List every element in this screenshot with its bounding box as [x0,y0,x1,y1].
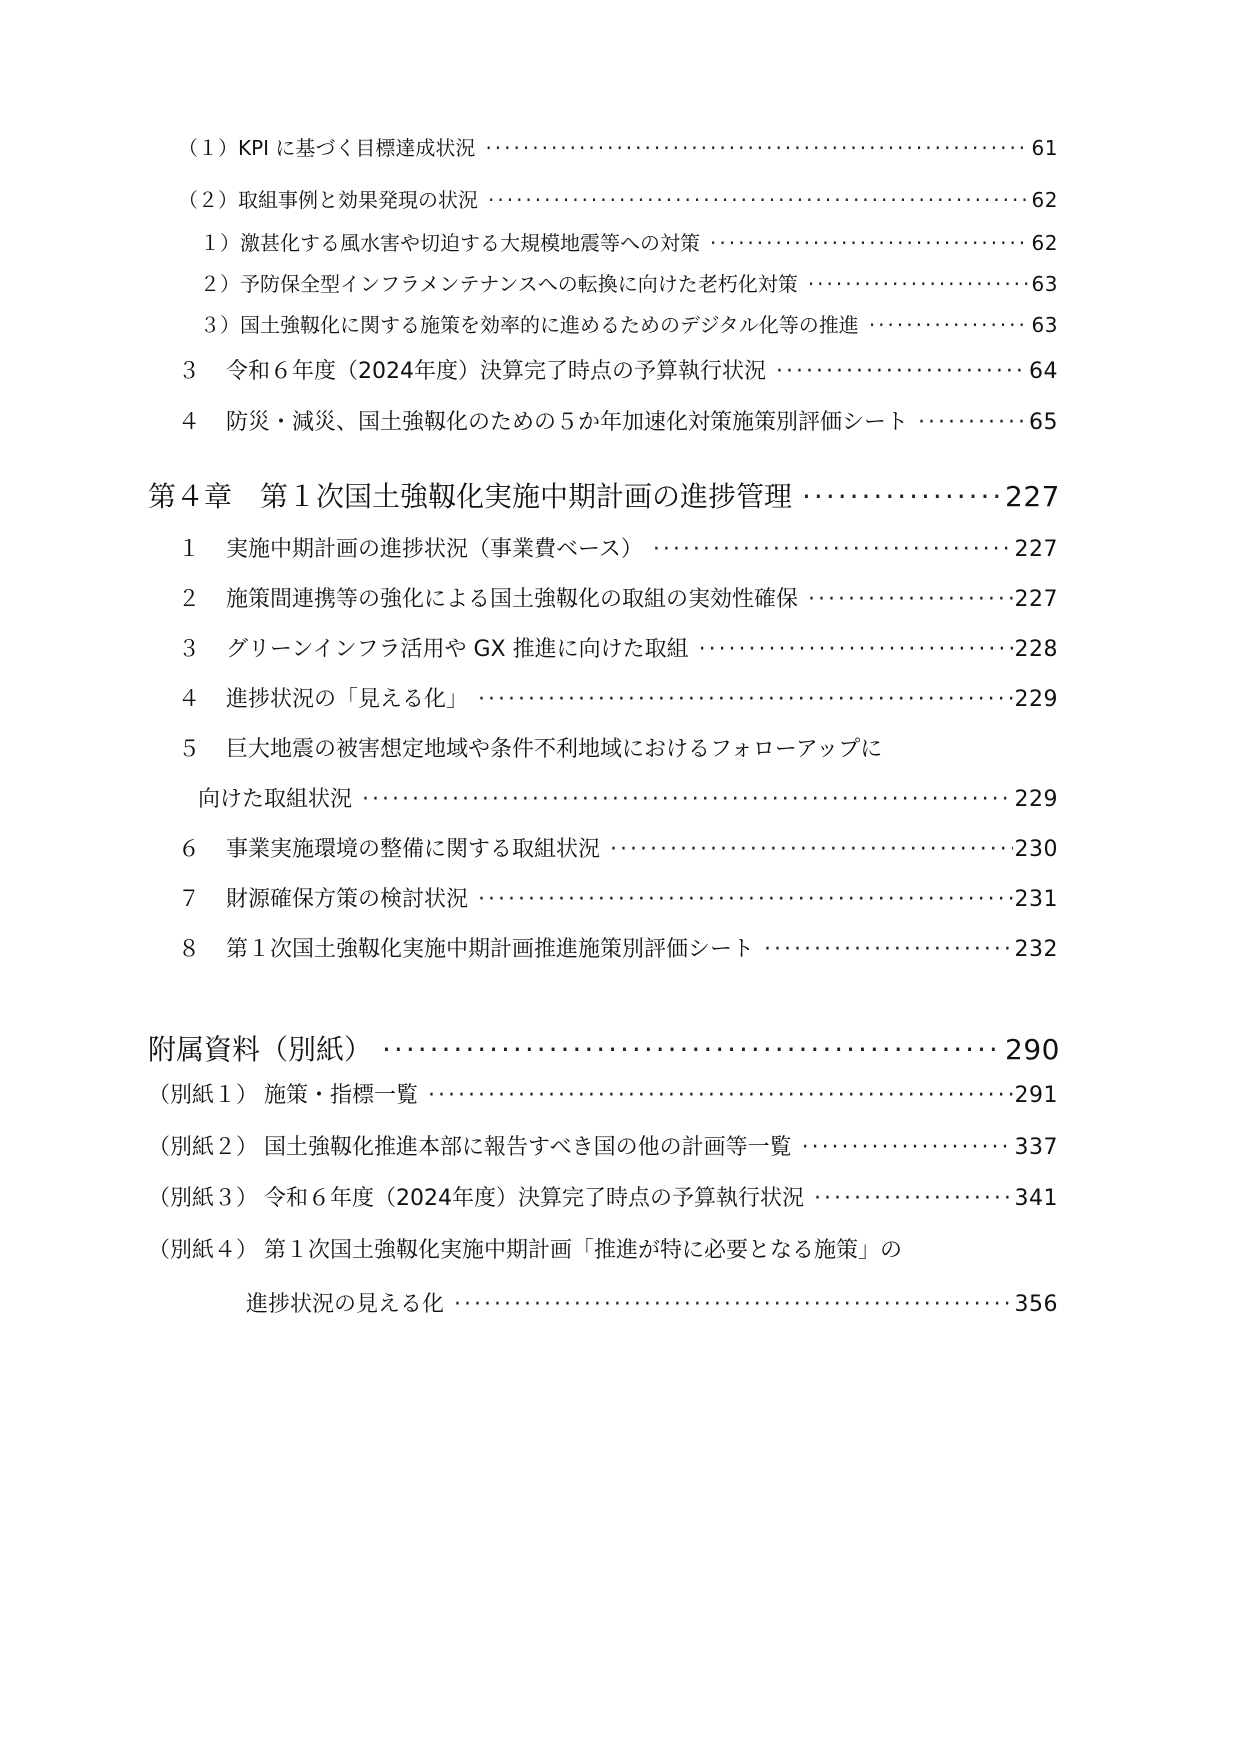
toc-dot-leader [764,937,1012,963]
toc-dot-leader [814,1186,1012,1212]
toc-dot-leader [454,1292,1012,1318]
toc-page-number: 227 [1014,537,1058,562]
toc-entry-number: １） [200,231,240,255]
toc-entry-ch4-5-cont[interactable] [198,787,1058,813]
toc-entry-title: 第１次国土強靱化実施中期計画推進施策別評価シート [226,937,755,962]
toc-page-number: 229 [1014,787,1058,812]
toc-dot-leader [382,1033,1003,1067]
toc-entry-number: ３ [178,637,201,662]
toc-appendix-2[interactable] [148,1135,1058,1161]
toc-page-number: 356 [1014,1292,1058,1317]
toc-entry-number: １ [178,537,201,562]
toc-page-number: 232 [1014,937,1058,962]
toc-chapter-4[interactable] [148,480,1060,514]
toc-page-number: 230 [1014,837,1058,862]
toc-page-number: 291 [1014,1083,1058,1108]
toc-page-number: 65 [1029,410,1058,435]
toc-dot-leader [478,887,1012,913]
toc-dot-leader [485,136,1029,160]
toc-entry-number: （別紙２） [148,1135,259,1160]
toc-page-number: 62 [1031,231,1058,255]
toc-entry-number: （別紙３） [148,1186,259,1211]
toc-dot-leader [653,537,1013,563]
toc-appendix-4[interactable] [148,1238,1058,1264]
toc-entry-title: 財源確保方策の検討状況 [226,887,469,912]
toc-page-number: 337 [1014,1135,1058,1160]
toc-dot-leader [869,313,1030,337]
toc-appendix[interactable] [148,1033,1060,1067]
toc-entry-title: 激甚化する風水害や切迫する大規模地震等への対策 [240,231,700,255]
toc-entry-title: 巨大地震の被害想定地域や条件不利地域におけるフォローアップに [226,737,883,762]
toc-entry-title: 進捗状況の「見える化」 [226,687,469,712]
toc-entry-sub-1[interactable] [200,231,1058,255]
toc-entry-number: （別紙１） [148,1083,259,1108]
toc-dot-leader [428,1083,1012,1109]
toc-appendix-4-cont[interactable] [246,1292,1058,1318]
toc-entry-kpi[interactable] [178,136,1058,160]
toc-dot-leader [802,1135,1013,1161]
toc-entry-number: ３） [200,313,240,337]
toc-page-number: 227 [1005,480,1060,513]
toc-entry-section-4-evaluation[interactable] [178,410,1058,436]
toc-entry-title: グリーンインフラ活用や GX 推進に向けた取組 [226,637,689,662]
toc-dot-leader [478,687,1012,713]
toc-entry-title: 向けた取組状況 [198,787,353,812]
toc-entry-ch4-4[interactable] [178,687,1058,713]
toc-entry-number: （別紙４） [148,1238,259,1263]
toc-entry-number: （１） [178,136,238,160]
toc-entry-ch4-2[interactable] [178,587,1058,613]
toc-entry-title: 防災・減災、国土強靱化のための５か年加速化対策施策別評価シート [226,410,909,435]
toc-page-number: 63 [1031,272,1058,296]
toc-entry-number: （２） [178,188,238,212]
toc-entry-title: 実施中期計画の進捗状況（事業費ベース） [226,537,643,562]
toc-entry-ch4-1[interactable] [178,537,1058,563]
toc-entry-title: 事業実施環境の整備に関する取組状況 [226,837,601,862]
toc-entry-title: 施策・指標一覧 [264,1083,419,1108]
toc-page-number: 290 [1005,1033,1060,1066]
toc-page-number: 228 [1014,637,1058,662]
toc-dot-leader [776,359,1027,385]
toc-entry-title: 国土強靱化推進本部に報告すべき国の他の計画等一覧 [264,1135,792,1160]
toc-dot-leader [362,787,1012,813]
toc-page-number: 61 [1031,136,1058,160]
toc-entry-ch4-5[interactable] [178,737,1058,763]
toc-entry-title: 施策間連携等の強化による国土強靱化の取組の実効性確保 [226,587,799,612]
toc-entry-ch4-3[interactable] [178,637,1058,663]
toc-entry-number: ４ [178,410,201,435]
toc-entry-title: 第１次国土強靱化実施中期計画「推進が特に必要となる施策」の [264,1238,903,1263]
toc-entry-number: ７ [178,887,201,912]
toc-entry-number: ８ [178,937,201,962]
toc-dot-leader [808,272,1030,296]
toc-entry-number: ２ [178,587,201,612]
toc-entry-number: ４ [178,687,201,712]
toc-dot-leader [699,637,1013,663]
toc-entry-title: 令和６年度（2024年度）決算完了時点の予算執行状況 [264,1186,805,1211]
toc-page-number: 63 [1031,313,1058,337]
toc-entry-number: ３ [178,359,201,384]
toc-entry-ch4-8[interactable] [178,937,1058,963]
toc-entry-title: 進捗状況の見える化 [246,1292,445,1317]
toc-entry-sub-2[interactable] [200,272,1058,296]
toc-dot-leader [488,188,1030,212]
toc-dot-leader [710,231,1030,255]
toc-dot-leader [610,837,1012,863]
toc-appendix-3[interactable] [148,1186,1058,1212]
toc-dot-leader [808,587,1012,613]
toc-entry-cases[interactable] [178,188,1058,212]
toc-page-number: 229 [1014,687,1058,712]
toc-entry-number: ２） [200,272,240,296]
toc-page-number: 227 [1014,587,1058,612]
toc-chapter-title: 附属資料（別紙） [148,1033,373,1066]
toc-entry-section-3-budget[interactable] [178,359,1058,385]
toc-entry-ch4-7[interactable] [178,887,1058,913]
toc-dot-leader [802,480,1003,514]
toc-entry-title: 取組事例と効果発現の状況 [238,188,478,212]
toc-dot-leader [918,410,1027,436]
toc-entry-ch4-6[interactable] [178,837,1058,863]
toc-entry-title: 令和６年度（2024年度）決算完了時点の予算執行状況 [226,359,766,384]
toc-page-number: 341 [1014,1186,1058,1211]
toc-entry-title: KPI に基づく目標達成状況 [238,136,476,160]
toc-entry-sub-3[interactable] [200,313,1058,337]
toc-entry-number: ５ [178,737,201,762]
toc-page-number: 62 [1031,188,1058,212]
toc-chapter-title: 第４章 第１次国土強靱化実施中期計画の進捗管理 [148,480,793,513]
toc-entry-title: 予防保全型インフラメンテナンスへの転換に向けた老朽化対策 [240,272,798,296]
toc-page-number: 231 [1014,887,1058,912]
toc-page-number: 64 [1029,359,1058,384]
toc-entry-title: 国土強靱化に関する施策を効率的に進めるためのデジタル化等の推進 [240,313,859,337]
toc-appendix-1[interactable] [148,1083,1058,1109]
toc-entry-number: ６ [178,837,201,862]
